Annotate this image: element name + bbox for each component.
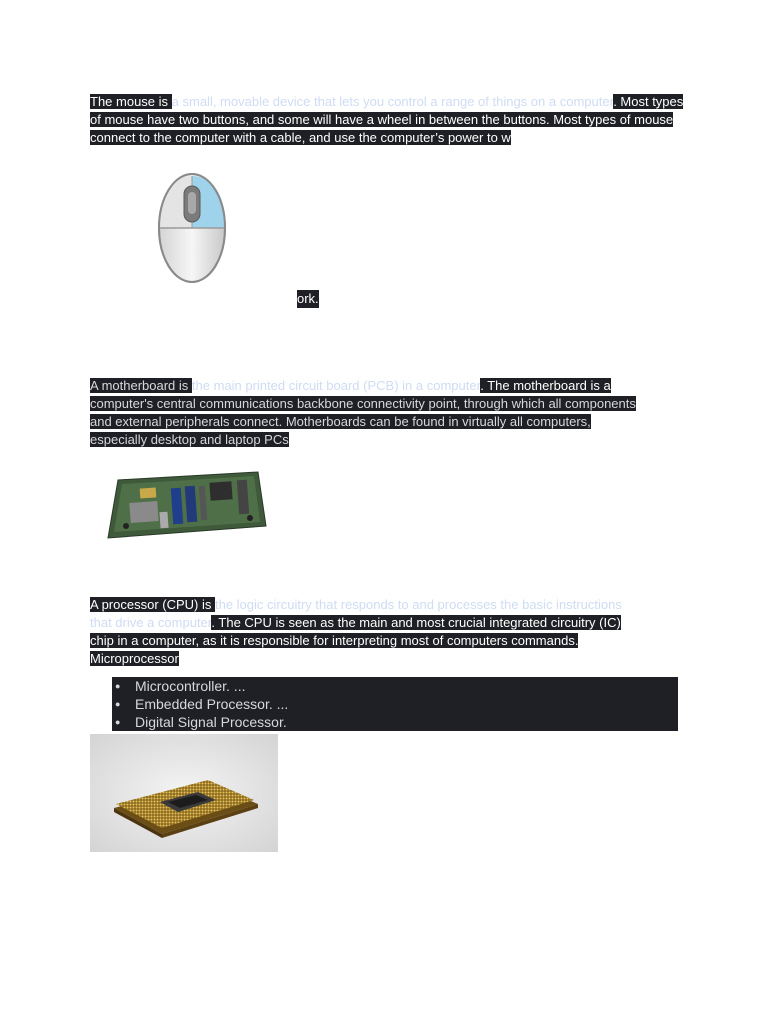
mouse-line-1 — [90, 93, 684, 111]
motherboard-line-4 — [90, 431, 680, 449]
processor-line-4 — [90, 650, 680, 668]
list-item-label: Embedded Processor. ... — [135, 696, 289, 712]
motherboard-line-2 — [90, 395, 680, 413]
processor-line-3 — [90, 632, 680, 650]
processor-term: A processor (CPU) is — [90, 597, 215, 612]
motherboard-photo — [100, 466, 270, 546]
motherboard-line-1 — [90, 377, 680, 395]
processor-line-2 — [90, 614, 680, 632]
bullet-icon: ● — [115, 717, 121, 727]
processor-type-heading: Microprocessor — [90, 651, 179, 666]
motherboard-term: A motherboard is — [90, 378, 192, 393]
mouse-line-2 — [90, 111, 680, 129]
processor-text: . The CPU is seen as the main and most crucial integrated circuitry (IC) — [211, 615, 621, 630]
processor-line-1 — [90, 596, 680, 614]
mouse-line-3 — [90, 129, 680, 147]
processor-types-list — [112, 677, 678, 731]
computer-mouse-icon — [154, 170, 230, 286]
motherboard-text: computer's central communications backbone connectivity point, through which all components — [90, 396, 636, 411]
processor-definition: the logic circuitry that responds to and processes the basic instructions — [214, 597, 622, 612]
motherboard-text: . The motherboard is a — [480, 378, 611, 393]
mouse-definition: a small, movable device that lets you control a range of things on a computer — [171, 94, 614, 109]
bullet-icon: ● — [115, 681, 121, 691]
mouse-text: connect to the computer with a cable, and use the computer’s power to w — [90, 130, 511, 145]
list-item-label: Microcontroller. ... — [135, 678, 246, 694]
cpu-chip-photo — [90, 734, 278, 852]
mouse-text: . Most types — [613, 94, 684, 109]
motherboard-definition: the main printed circuit board (PCB) in a computer — [191, 378, 481, 393]
list-item — [112, 713, 678, 731]
processor-definition: that drive a computer — [90, 615, 212, 630]
motherboard-text: especially desktop and laptop PCs — [90, 432, 289, 447]
processor-paragraph — [90, 596, 680, 668]
list-item-label: Digital Signal Processor. — [135, 714, 287, 730]
list-item — [112, 677, 678, 695]
list-item — [112, 695, 678, 713]
motherboard-paragraph — [90, 377, 680, 449]
motherboard-text: and external peripherals connect. Motherboards can be found in virtually all computers, — [90, 414, 591, 429]
motherboard-line-3 — [90, 413, 680, 431]
mouse-text: of mouse have two buttons, and some will have a wheel in between the buttons. Most types of mouse — [90, 112, 674, 127]
mouse-term: The mouse is — [90, 94, 172, 109]
mouse-text-tail: ork. — [297, 291, 319, 306]
bullet-icon: ● — [115, 699, 121, 709]
mouse-paragraph — [90, 93, 684, 147]
processor-text: chip in a computer, as it is responsible for interpreting most of computers commands. — [90, 633, 579, 648]
